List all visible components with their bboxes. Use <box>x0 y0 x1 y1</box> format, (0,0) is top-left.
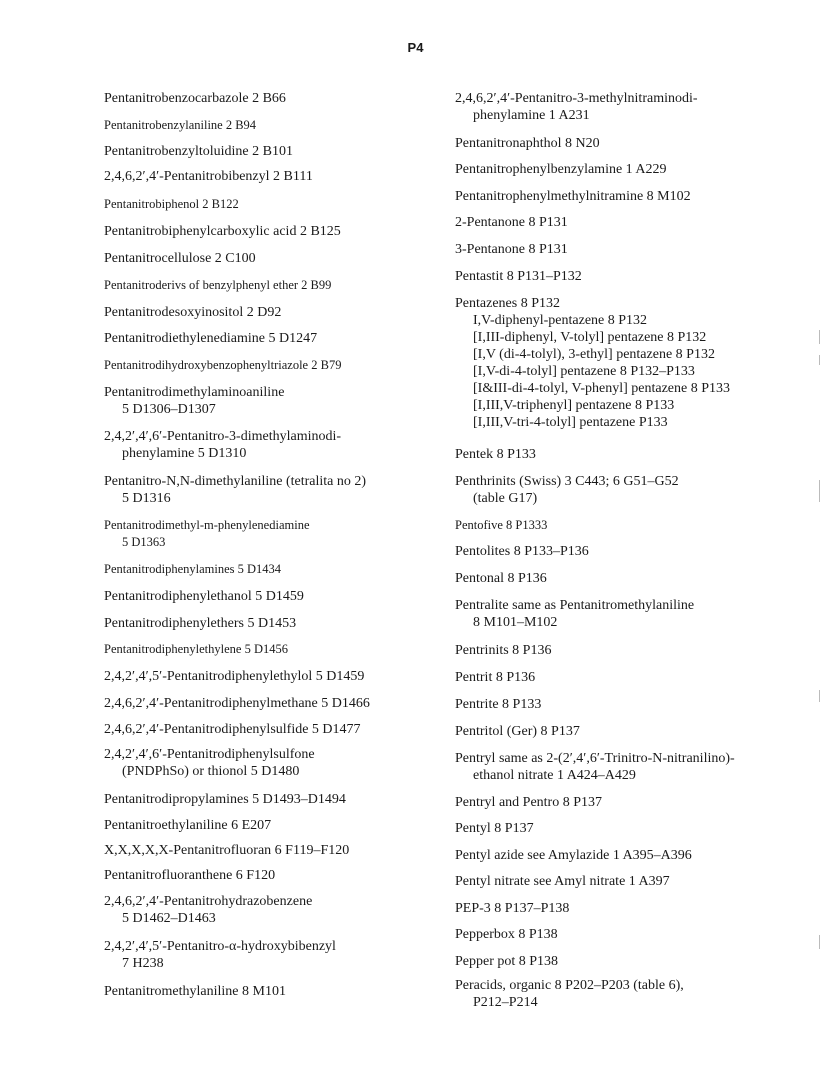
left-index-entry <box>104 304 434 321</box>
entry-heading-line: Pentazenes 8 P132 <box>455 296 560 311</box>
entry-continuation-line: 7 H238 <box>122 956 164 971</box>
entry-continuation-line: [I,III,V-triphenyl] pentazene 8 P133 <box>473 398 675 413</box>
left-index-entry <box>104 893 434 927</box>
entry-continuation-line: 5 D1363 <box>122 535 166 549</box>
entry-heading-line: Pentanitroethylaniline 6 E207 <box>104 818 272 833</box>
entry-heading-line: Pentralite same as Pentanitromethylaniline <box>455 598 695 613</box>
right-index-entry <box>455 517 795 534</box>
right-index-entry <box>455 669 795 686</box>
entry-heading-line: Pentyl 8 P137 <box>455 821 534 836</box>
right-index-entry <box>455 90 795 124</box>
entry-continuation-line: (table G17) <box>473 491 538 506</box>
entry-heading-line: Pentanitrodiphenylamines 5 D1434 <box>104 562 282 576</box>
entry-heading-line: Pentanitrodihydroxybenzophenyltriazole 2 B79 <box>104 358 342 372</box>
right-index-entry <box>455 597 795 631</box>
entry-heading-line: Pentanitrodimethylaminoaniline <box>104 385 285 400</box>
entry-heading-line: Pentanitro-N,N-dimethylaniline (tetralita no 2) <box>104 474 367 489</box>
entry-heading-line: 2-Pentanone 8 P131 <box>455 215 568 230</box>
entry-heading-line: Pentanitrophenylbenzylamine 1 A229 <box>455 162 667 177</box>
entry-continuation-line: [I&III-di-4-tolyl, V-phenyl] pentazene 8 P133 <box>473 381 730 396</box>
entry-heading-line: Pentanitrobenzyltoluidine 2 B101 <box>104 144 293 159</box>
left-index-entry <box>104 791 434 808</box>
entry-continuation-line: phenylamine 1 A231 <box>473 108 590 123</box>
entry-heading-line: Pentofive 8 P1333 <box>455 518 548 532</box>
left-index-entry <box>104 90 434 107</box>
entry-continuation-line: 8 M101–M102 <box>473 615 558 630</box>
left-index-entry <box>104 746 434 780</box>
entry-continuation-line: I,V-diphenyl-pentazene 8 P132 <box>473 313 648 328</box>
entry-heading-line: Pentanitrodiphenylethers 5 D1453 <box>104 616 297 631</box>
entry-heading-line: 2,4,6,2′,4′-Pentanitrohydrazobenzene <box>104 894 313 909</box>
left-index-entry <box>104 223 434 240</box>
left-index-entry <box>104 561 434 578</box>
left-index-entry <box>104 641 434 658</box>
left-index-entry <box>104 473 434 507</box>
right-index-entry <box>455 446 795 463</box>
left-index-entry <box>104 721 434 738</box>
right-index-entry <box>455 820 795 837</box>
right-index-entry <box>455 161 795 178</box>
entry-heading-line: 2,4,6,2′,4′-Pentanitrobibenzyl 2 B111 <box>104 169 313 184</box>
entry-continuation-line: P212–P214 <box>473 995 538 1010</box>
entry-heading-line: 3-Pentanone 8 P131 <box>455 242 568 257</box>
right-index-entry <box>455 926 795 943</box>
left-index-entry <box>104 168 434 185</box>
entry-continuation-line: [I,V-di-4-tolyl] pentazene 8 P132–P133 <box>473 364 695 379</box>
entry-heading-line: 2,4,6,2′,4′-Pentanitro-3-methylnitraminodi- <box>455 91 698 106</box>
entry-heading-line: 2,4,2′,4′,6′-Pentanitrodiphenylsulfone <box>104 747 315 762</box>
right-index-entry <box>455 570 795 587</box>
left-index-entry <box>104 938 434 972</box>
left-index-entry <box>104 668 434 685</box>
entry-heading-line: Pentanitronaphthol 8 N20 <box>455 136 600 151</box>
entry-heading-line: Pentanitrodiethylenediamine 5 D1247 <box>104 331 318 346</box>
entry-heading-line: Pepper pot 8 P138 <box>455 954 559 969</box>
right-index-entry <box>455 642 795 659</box>
left-index-entry <box>104 615 434 632</box>
entry-heading-line: Pentritol (Ger) 8 P137 <box>455 724 580 739</box>
entry-continuation-line: phenylamine 5 D1310 <box>122 446 247 461</box>
entry-heading-line: Pentryl and Pentro 8 P137 <box>455 795 602 810</box>
left-index-entry <box>104 250 434 267</box>
entry-continuation-line: 5 D1462–D1463 <box>122 911 216 926</box>
right-index-entry <box>455 977 795 1011</box>
entry-heading-line: 2,4,2′,4′,5′-Pentanitrodiphenylethylol 5 D1459 <box>104 669 365 684</box>
entry-continuation-line: 5 D1306–D1307 <box>122 402 216 417</box>
entry-heading-line: Pentyl nitrate see Amyl nitrate 1 A397 <box>455 874 670 889</box>
entry-heading-line: Pentanitrodimethyl-m-phenylenediamine <box>104 518 310 532</box>
entry-continuation-line: (PNDPhSo) or thionol 5 D1480 <box>122 764 300 779</box>
right-index-entry <box>455 900 795 917</box>
entry-heading-line: Pentanitrobenzylaniline 2 B94 <box>104 118 257 132</box>
left-index-entry <box>104 695 434 712</box>
left-index-entry <box>104 117 434 134</box>
left-index-entry <box>104 817 434 834</box>
right-index-entry <box>455 241 795 258</box>
entry-heading-line: Pentanitrobiphenol 2 B122 <box>104 197 239 211</box>
left-index-entry <box>104 196 434 213</box>
left-index-entry <box>104 357 434 374</box>
left-index-entry <box>104 330 434 347</box>
entry-heading-line: Pentanitroderivs of benzylphenyl ether 2 B99 <box>104 278 332 292</box>
entry-heading-line: 2,4,2′,4′,6′-Pentanitro-3-dimethylaminodi- <box>104 429 342 444</box>
right-index-entry <box>455 723 795 740</box>
left-index-entry <box>104 983 434 1000</box>
left-index-entry <box>104 143 434 160</box>
right-index-entry <box>455 214 795 231</box>
entry-heading-line: Pentanitrodiphenylethanol 5 D1459 <box>104 589 304 604</box>
entry-heading-line: Pentanitrodipropylamines 5 D1493–D1494 <box>104 792 346 807</box>
right-index-entry <box>455 696 795 713</box>
left-index-entry <box>104 277 434 294</box>
right-index-entry <box>455 188 795 205</box>
right-index-entry <box>455 473 795 507</box>
left-index-entry <box>104 428 434 462</box>
right-index-entry <box>455 953 795 970</box>
left-index-entry <box>104 867 434 884</box>
entry-heading-line: Pentanitrodesoxyinositol 2 D92 <box>104 305 282 320</box>
entry-heading-line: Pentrite 8 P133 <box>455 697 542 712</box>
entry-heading-line: Pentastit 8 P131–P132 <box>455 269 582 284</box>
entry-heading-line: Pentek 8 P133 <box>455 447 536 462</box>
right-index-entry <box>455 873 795 890</box>
entry-continuation-line: [I,III,V-tri-4-tolyl] pentazene P133 <box>473 415 668 430</box>
entry-heading-line: Pentanitrobenzocarbazole 2 B66 <box>104 91 286 106</box>
right-index-entry <box>455 794 795 811</box>
entry-heading-line: Pentyl azide see Amylazide 1 A395–A396 <box>455 848 692 863</box>
right-index-entry <box>455 268 795 285</box>
left-index-entry <box>104 842 434 859</box>
entry-heading-line: PEP-3 8 P137–P138 <box>455 901 570 916</box>
entry-continuation-line: [I,III-diphenyl, V-tolyl] pentazene 8 P132 <box>473 330 707 345</box>
entry-continuation-line: ethanol nitrate 1 A424–A429 <box>473 768 636 783</box>
entry-heading-line: 2,4,6,2′,4′-Pentanitrodiphenylsulfide 5 D1477 <box>104 722 361 737</box>
entry-heading-line: Pentrinits 8 P136 <box>455 643 552 658</box>
right-index-entry <box>455 847 795 864</box>
entry-heading-line: 2,4,2′,4′,5′-Pentanitro-α-hydroxybibenzyl <box>104 939 336 954</box>
right-index-entry <box>455 135 795 152</box>
right-index-entry <box>455 543 795 560</box>
entry-heading-line: Pentrit 8 P136 <box>455 670 536 685</box>
entry-heading-line: Pepperbox 8 P138 <box>455 927 558 942</box>
entry-heading-line: Pentanitrodiphenylethylene 5 D1456 <box>104 642 288 656</box>
left-index-entry <box>104 384 434 418</box>
entry-heading-line: Pentonal 8 P136 <box>455 571 547 586</box>
left-index-entry <box>104 588 434 605</box>
entry-heading-line: Pentanitromethylaniline 8 M101 <box>104 984 286 999</box>
entry-heading-line: Pentryl same as 2-(2′,4′,6′-Trinitro-N-nitranilino)- <box>455 751 735 766</box>
right-index-entry <box>455 295 795 431</box>
page-label: P4 <box>407 40 424 55</box>
entry-heading-line: Pentanitrophenylmethylnitramine 8 M102 <box>455 189 691 204</box>
right-index-entry <box>455 750 795 784</box>
entry-continuation-line: 5 D1316 <box>122 491 171 506</box>
entry-heading-line: Pentanitrofluoranthene 6 F120 <box>104 868 276 883</box>
left-index-entry <box>104 517 434 551</box>
entry-continuation-line: [I,V (di-4-tolyl), 3-ethyl] pentazene 8 P132 <box>473 347 715 362</box>
entry-heading-line: Pentanitrocellulose 2 C100 <box>104 251 256 266</box>
entry-heading-line: Peracids, organic 8 P202–P203 (table 6), <box>455 978 684 993</box>
entry-heading-line: 2,4,6,2′,4′-Pentanitrodiphenylmethane 5 D1466 <box>104 696 370 711</box>
entry-heading-line: Pentolites 8 P133–P136 <box>455 544 589 559</box>
entry-heading-line: Penthrinits (Swiss) 3 C443; 6 G51–G52 <box>455 474 679 489</box>
entry-heading-line: X,X,X,X,X-Pentanitrofluoran 6 F119–F120 <box>104 843 350 858</box>
margin-marks <box>819 0 823 1089</box>
entry-heading-line: Pentanitrobiphenylcarboxylic acid 2 B125 <box>104 224 341 239</box>
